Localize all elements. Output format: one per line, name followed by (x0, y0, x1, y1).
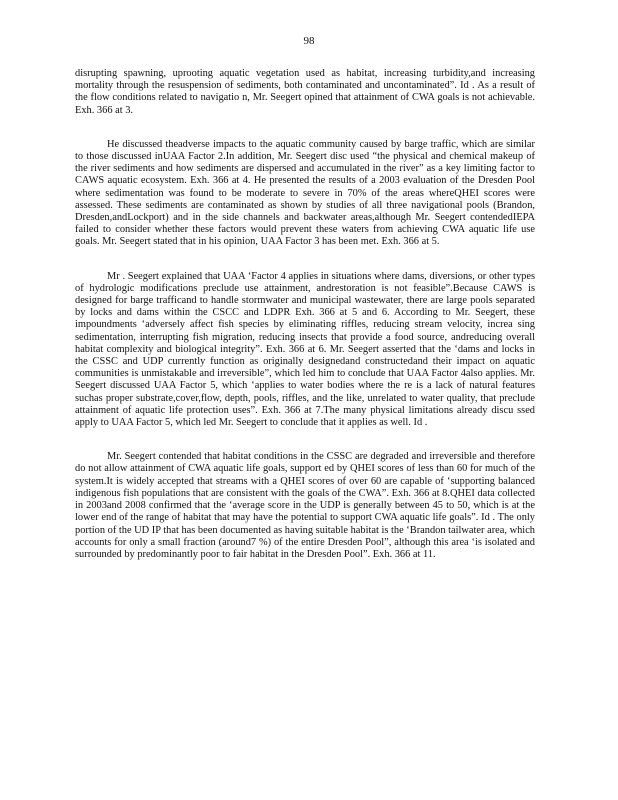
page-number: 98 (303, 35, 315, 47)
paragraph-1: disrupting spawning, uprooting aquatic vegetation used as habitat, increasing turbidity,and increasing mortality through the resuspension of sediments, both contaminated and uncontaminated”. Id . As a result of the flow conditions related to navigatio n, Mr. Seegert opined that attainment of CWA goals is not achievable. Exh. 366 at 3. (75, 68, 535, 116)
paragraph-3: Mr . Seegert explained that UAA ‘Factor 4 applies in situations where dams, diversions, or other types of hydrologic modifications preclude use attainment, andrestoration is not feasible”.Because CAWS is designed for barge trafficand to handle stormwater and municipal wastewater, there are large pools separated by locks and dams within the CSCC and LDPR Exh. 366 at 5 and 6. According to Mr. Seegert, these impoundments ‘adversely affect fish species by eliminating riffles, reducing stream velocity, increa sing sedimentation, interrupting fish migration, reducing insects that provide a food source, andreducing overall habitat complexity and biological integrity”. Exh. 366 at 6. Mr. Seegert asserted that the ‘dams and locks in the CSSC and UDP currently function as originally designedand constructedand their impact on aquatic communities is unmistakable and irreversible”, which led him to conclude that UAA Factor 4also applies. Mr. Seegert discussed UAA Factor 5, which ‘applies to water bodies where the re is a lack of natural features suchas proper substrate,cover,flow, depth, pools, riffles, and the like, unrelated to water quality, that preclude attainment of aquatic life protection uses”. Exh. 366 at 7.The many physical limitations already discu ssed apply to UAA Factor 5, which led Mr. Seegert to conclude that it applies as well. Id . (75, 270, 535, 429)
paragraph-2: He discussed theadverse impacts to the aquatic community caused by barge traffic, which are similar to those discussed inUAA Factor 2.In addition, Mr. Seegert disc used “the physical and chemical makeup of the river sediments and how sediments are dispersed and accumulated in the river” as a key limiting factor to CAWS aquatic ecosystem. Exh. 366 at 4. He presented the results of a 2003 evaluation of the Dresden Pool where sedimentation was found to be moderate to severe in 70% of the areas whereQHEI scores were assessed. These sediments are contaminated as shown by studies of all three navigational pools (Brandon, Dresden,andLockport) and in the side channels and backwater areas,although Mr. Seegert contendedIEPA failed to consider whether these factors would prevent these waters from achieving CWA aquatic life use goals. Mr. Seegert stated that in his opinion, UAA Factor 3 has been met. Exh. 366 at 5. (75, 138, 535, 248)
document-body (75, 68, 535, 583)
paragraph-4: Mr. Seegert contended that habitat conditions in the CSSC are degraded and irreversible and therefore do not allow attainment of CWA aquatic life goals, support ed by QHEI scores of less than 60 for much of the system.It is widely accepted that streams with a QHEI scores of over 60 are capable of ‘supporting balanced indigenous fish populations that are consistent with the goals of the CWA”. Exh. 366 at 8.QHEI data collected in 2003and 2008 confirmed that the ‘average score in the UDP is generally between 45 to 50, which is at the lower end of the range of habitat that may have the potential to support CWA aquatic life goals”. Id . The only portion of the UD IP that has been documented as having suitable habitat is the ‘Brandon tailwater area, which accounts for only a small fraction (around7 %) of the entire Dresden Pool”, although this area ‘is isolated and surrounded by predominantly poor to fair habitat in the Dresden Pool”. Exh. 366 at 11. (75, 451, 535, 560)
